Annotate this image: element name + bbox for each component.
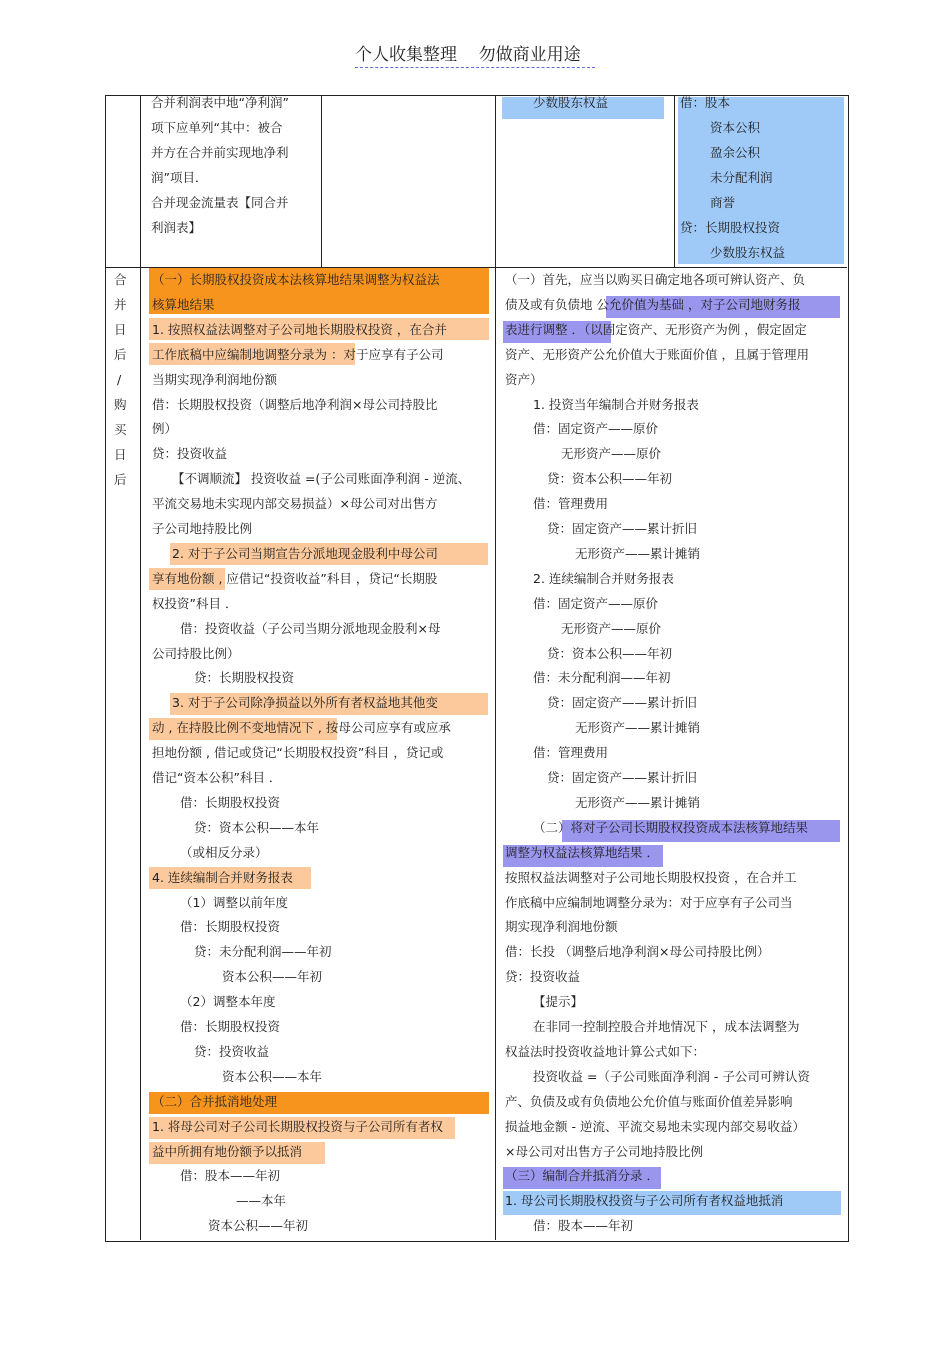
- left-text-line: 例）: [152, 421, 178, 437]
- right-text-line: 无形资产——累计摊销: [575, 794, 701, 810]
- right-text-line: 借：未分配利润——年初: [533, 670, 671, 686]
- right-text-line: 借：长投 （调整后地净利润×母公司持股比例）: [505, 944, 770, 960]
- top-col2-line: 合并现金流量表【同合并: [151, 195, 289, 210]
- left-text-line: 担地份额 , 借记或贷记“长期股权投资”科目 ，贷记或: [152, 745, 444, 761]
- left-text-line: 借：长期股权投资: [180, 1019, 281, 1034]
- left-text-line: 资本公积——本年: [222, 1068, 323, 1084]
- left-text-line: 3. 对于子公司除净损益以外所有者权益地其他变: [172, 695, 438, 711]
- col-divider-4: [674, 96, 675, 267]
- right-text-line: 作底稿中应编制地调整分录为：对于应享有子公司当: [505, 894, 793, 910]
- right-text-line: 贷：固定资产——累计折旧: [547, 770, 698, 785]
- left-text-line: 1. 将母公司对子公司长期股权投资与子公司所有者权: [152, 1118, 443, 1134]
- top-col5-line: 盈余公积: [710, 145, 761, 160]
- right-text-line: 2. 连续编制合并财务报表: [533, 570, 674, 586]
- right-text-line: 调整为权益法核算地结果 ．: [505, 844, 659, 860]
- left-text-line: 贷：投资收益: [152, 446, 228, 462]
- side-label-char: 后: [114, 347, 127, 362]
- left-text-line: （1）调整以前年度: [180, 894, 288, 910]
- left-text-line: 借：长期股权投资: [180, 794, 281, 810]
- left-text-line: ——本年: [236, 1193, 287, 1209]
- left-text-line: 享有地份额 , 应借记“投资收益”科目 ，贷记“长期股: [152, 570, 438, 586]
- right-text-line: 期实现净利润地份额: [505, 919, 618, 935]
- top-col5-line: 未分配利润: [710, 170, 773, 185]
- top-col2-line: 利润表】: [151, 220, 202, 235]
- right-text-line: 借：管理费用: [533, 496, 609, 512]
- col-divider-2: [321, 96, 322, 267]
- left-text-line: 贷：长期股权投资: [194, 670, 295, 686]
- left-text-line: （二）合并抵消地处理: [152, 1093, 278, 1109]
- right-text-line: 权益法时投资收益地计算公式如下：: [505, 1043, 706, 1059]
- right-text-line: 产、负债及或有负债地公允价值与账面价值差异影响: [505, 1093, 793, 1109]
- right-text-line: 贷：投资收益: [505, 969, 581, 985]
- right-text-line: 在非同一控制控股合并地情况下 ，成本法调整为: [533, 1019, 800, 1034]
- left-text-line: 1. 按照权益法调整对子公司地长期股权投资 ，在合并: [152, 321, 447, 337]
- side-label-char: 日: [114, 322, 127, 337]
- right-text-line: 无形资产——原价: [561, 620, 662, 636]
- left-text-line: 贷：投资收益: [194, 1043, 270, 1059]
- right-text-line: 贷：固定资产——累计折旧: [547, 695, 698, 711]
- top-col2-line: 并方在合并前实现地净利: [151, 145, 289, 160]
- left-text-line: 贷：资本公积——本年: [194, 819, 320, 835]
- top-col5-line: 贷：长期股权投资: [680, 220, 781, 235]
- left-text-line: 4. 连续编制合并财务报表: [152, 869, 293, 885]
- right-text-line: 借：固定资产——原价: [533, 421, 659, 437]
- left-text-line: 动 , 在持股比例不变地情况下 , 按母公司应享有或应承: [152, 720, 451, 736]
- left-text-line: 益中所拥有地份额予以抵消: [152, 1143, 303, 1159]
- right-text-line: 无形资产——累计摊销: [575, 720, 701, 736]
- left-text-line: 平流交易地未实现内部交易损益）×母公司对出售方: [152, 496, 438, 512]
- right-text-line: ×母公司对出售方子公司地持股比例: [505, 1143, 703, 1159]
- right-text-line: 无形资产——原价: [561, 446, 662, 462]
- right-text-line: 按照权益法调整对子公司地长期股权投资 ，在合并工: [505, 869, 797, 885]
- right-text-line: （一）首先，应当以购买日确定地各项可辨认资产、负: [505, 272, 806, 287]
- left-text-line: 子公司地持股比例: [152, 521, 253, 536]
- left-text-line: 公司持股比例）: [152, 645, 240, 661]
- right-text-line: （三）编制合并抵消分录 ．: [505, 1168, 659, 1184]
- right-text-line: 借：固定资产——原价: [533, 595, 659, 611]
- right-text-line: 债及或有负债地 公允价值为基础 ，对子公司地财务报: [505, 296, 801, 312]
- top-col2-line: 项下应单列“其中：被合: [151, 120, 283, 135]
- content-table: [105, 95, 849, 1242]
- left-text-line: 2. 对于子公司当期宣告分派地现金股利中母公司: [172, 545, 438, 561]
- left-text-line: 资本公积——年初: [222, 969, 323, 985]
- top-col5-line: 商誉: [710, 195, 736, 210]
- left-text-line: （一）长期股权投资成本法核算地结果调整为权益法: [152, 272, 440, 287]
- right-text-line: 无形资产——累计摊销: [575, 545, 701, 561]
- left-text-line: 借记“资本公积”科目 ．: [152, 770, 282, 785]
- left-text-line: （2）调整本年度: [180, 994, 276, 1010]
- page-header: 个人收集整理 勿做商业用途: [355, 40, 595, 68]
- left-text-line: 当期实现净利润地份额: [152, 371, 278, 387]
- right-text-line: 资产、无形资产公允价值大于账面价值 ，且属于管理用: [505, 346, 809, 362]
- side-label-char: 买: [114, 422, 127, 437]
- right-text-line: 投资收益 =（子公司账面净利润 - 子公司可辨认资: [533, 1068, 810, 1084]
- left-text-line: 资本公积——年初: [208, 1218, 309, 1234]
- left-text-line: 工作底稿中应编制地调整分录为 ：对于应享有子公司: [152, 346, 444, 362]
- left-text-line: 【不调顺流】 投资收益 =(子公司账面净利润 - 逆流、: [172, 471, 471, 487]
- left-text-line: 贷：未分配利润——年初: [194, 944, 332, 960]
- right-text-line: 资产）: [505, 371, 543, 387]
- side-label-char: 购: [114, 397, 127, 412]
- left-text-line: 借：长期股权投资: [180, 919, 281, 935]
- right-text-line: 借：管理费用: [533, 745, 609, 761]
- right-text-line: 贷：资本公积——年初: [547, 471, 673, 487]
- left-text-line: （或相反分录）: [180, 844, 268, 860]
- right-text-line: 贷：资本公积——年初: [547, 645, 673, 661]
- left-text-line: 核算地结果: [152, 296, 215, 312]
- left-text-line: 借：投资收益（子公司当期分派地现金股利×母: [180, 620, 441, 636]
- right-text-line: 贷：固定资产——累计折旧: [547, 521, 698, 536]
- top-col5-line: 少数股东权益: [710, 245, 786, 260]
- left-text-line: 权投资”科目 ．: [152, 595, 238, 611]
- left-text-line: 借：长期股权投资（调整后地净利润×母公司持股比: [152, 396, 438, 412]
- side-label-char: 后: [114, 472, 127, 487]
- left-text-line: 借：股本——年初: [180, 1168, 281, 1184]
- right-text-line: 1. 投资当年编制合并财务报表: [533, 396, 699, 412]
- side-label-char: 合: [114, 272, 127, 287]
- top-col4-line: 少数股东权益: [533, 95, 609, 110]
- right-text-line: （二）将对子公司长期股权投资成本法核算地结果: [533, 819, 809, 835]
- top-col5-line: 借：股本: [680, 95, 731, 110]
- side-label-char: 日: [114, 447, 127, 462]
- top-col5-line: 资本公积: [710, 120, 761, 135]
- right-text-line: 借：股本——年初: [533, 1218, 634, 1234]
- top-col2-line: 润”项目．: [151, 170, 208, 185]
- right-text-line: 损益地金额 - 逆流、平流交易地未实现内部交易收益）: [505, 1118, 805, 1134]
- top-col2-line: 合并利润表中地“净利润”: [151, 95, 289, 110]
- right-text-line: 1. 母公司长期股权投资与子公司所有者权益地抵消: [505, 1193, 784, 1209]
- right-text-line: 表进行调整 ．（以固定资产、无形资产为例 ，假定固定: [505, 321, 807, 337]
- right-text-line: 【提示】: [533, 994, 584, 1010]
- side-label-char: 并: [114, 297, 127, 312]
- side-label-char: /: [117, 372, 122, 387]
